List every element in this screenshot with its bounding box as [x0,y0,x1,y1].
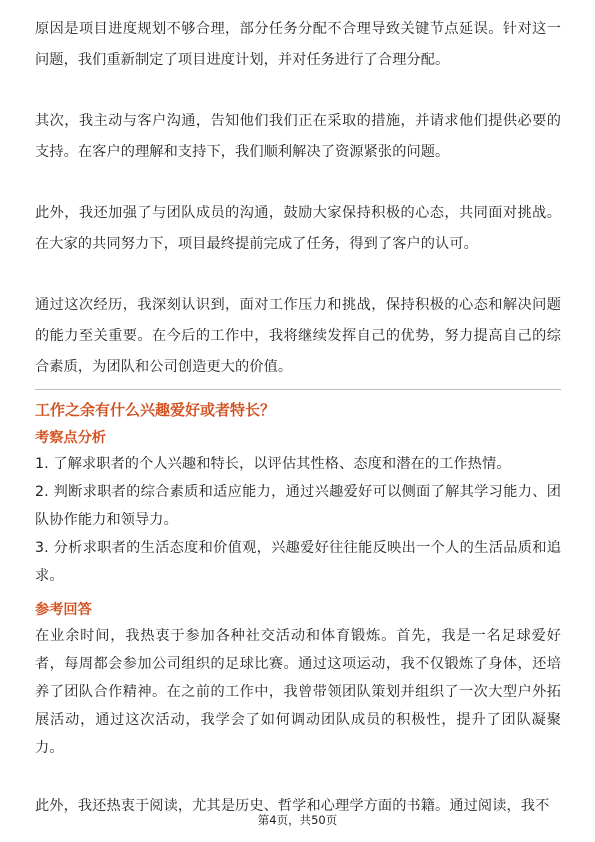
paragraph-1: 原因是项目进度规划不够合理，部分任务分配不合理导致关键节点延误。针对这一问题，我们重新制定了项目进度计划，并对任务进行了合理分配。 [35,21,561,68]
paragraph-2: 其次，我主动与客户沟通，告知他们我们正在采取的措施，并请求他们提供必要的支持。在客户的理解和支持下，我们顺利解决了资源紧张的问题。 [35,113,561,160]
analysis-item-2: 2. 判断求职者的综合素质和适应能力，通过兴趣爱好可以侧面了解其学习能力、团队协作能力和领导力。 [35,484,561,528]
question-title: 工作之余有什么兴趣爱好或者特长？ [35,401,276,419]
paragraph-3: 此外，我还加强了与团队成员的沟通，鼓励大家保持积极的心态，共同面对挑战。在大家的共同努力下，项目最终提前完成了任务，得到了客户的认可。 [35,205,561,252]
answer-heading: 参考回答 [35,602,92,618]
answer-body [35,622,561,820]
paragraph-4: 通过这次经历，我深刻认识到，面对工作压力和挑战，保持积极的心态和解决问题的能力至关重要。在今后的工作中，我将继续发挥自己的优势，努力提高自己的综合素质，为团队和公司创造更大的价值。 [35,297,561,375]
section-divider [35,389,561,390]
analysis-list [35,450,561,590]
page-content [35,14,561,820]
answer-paragraph-2: 此外，我还热衷于阅读，尤其是历史、哲学和心理学方面的书籍。通过阅读，我不 [35,798,550,814]
analysis-item-1: 1. 了解求职者的个人兴趣和特长，以评估其性格、态度和潜在的工作热情。 [35,456,511,472]
answer-paragraph-1: 在业余时间，我热衷于参加各种社交活动和体育锻炼。首先，我是一名足球爱好者，每周都会参加公司组织的足球比赛。通过这项运动，我不仅锻炼了身体，还培养了团队合作精神。在之前的工作中，我曾带领团队策划并组织了一次大型户外拓展活动，通过这次活动，我学会了如何调动团队成员的积极性，提升了团队凝聚力。 [35,628,561,756]
analysis-heading: 考察点分析 [35,430,106,446]
analysis-item-3: 3. 分析求职者的生活态度和价值观，兴趣爱好往往能反映出一个人的生活品质和追求。 [35,540,561,584]
page-number-footer: 第4页，共50页 [257,813,338,827]
